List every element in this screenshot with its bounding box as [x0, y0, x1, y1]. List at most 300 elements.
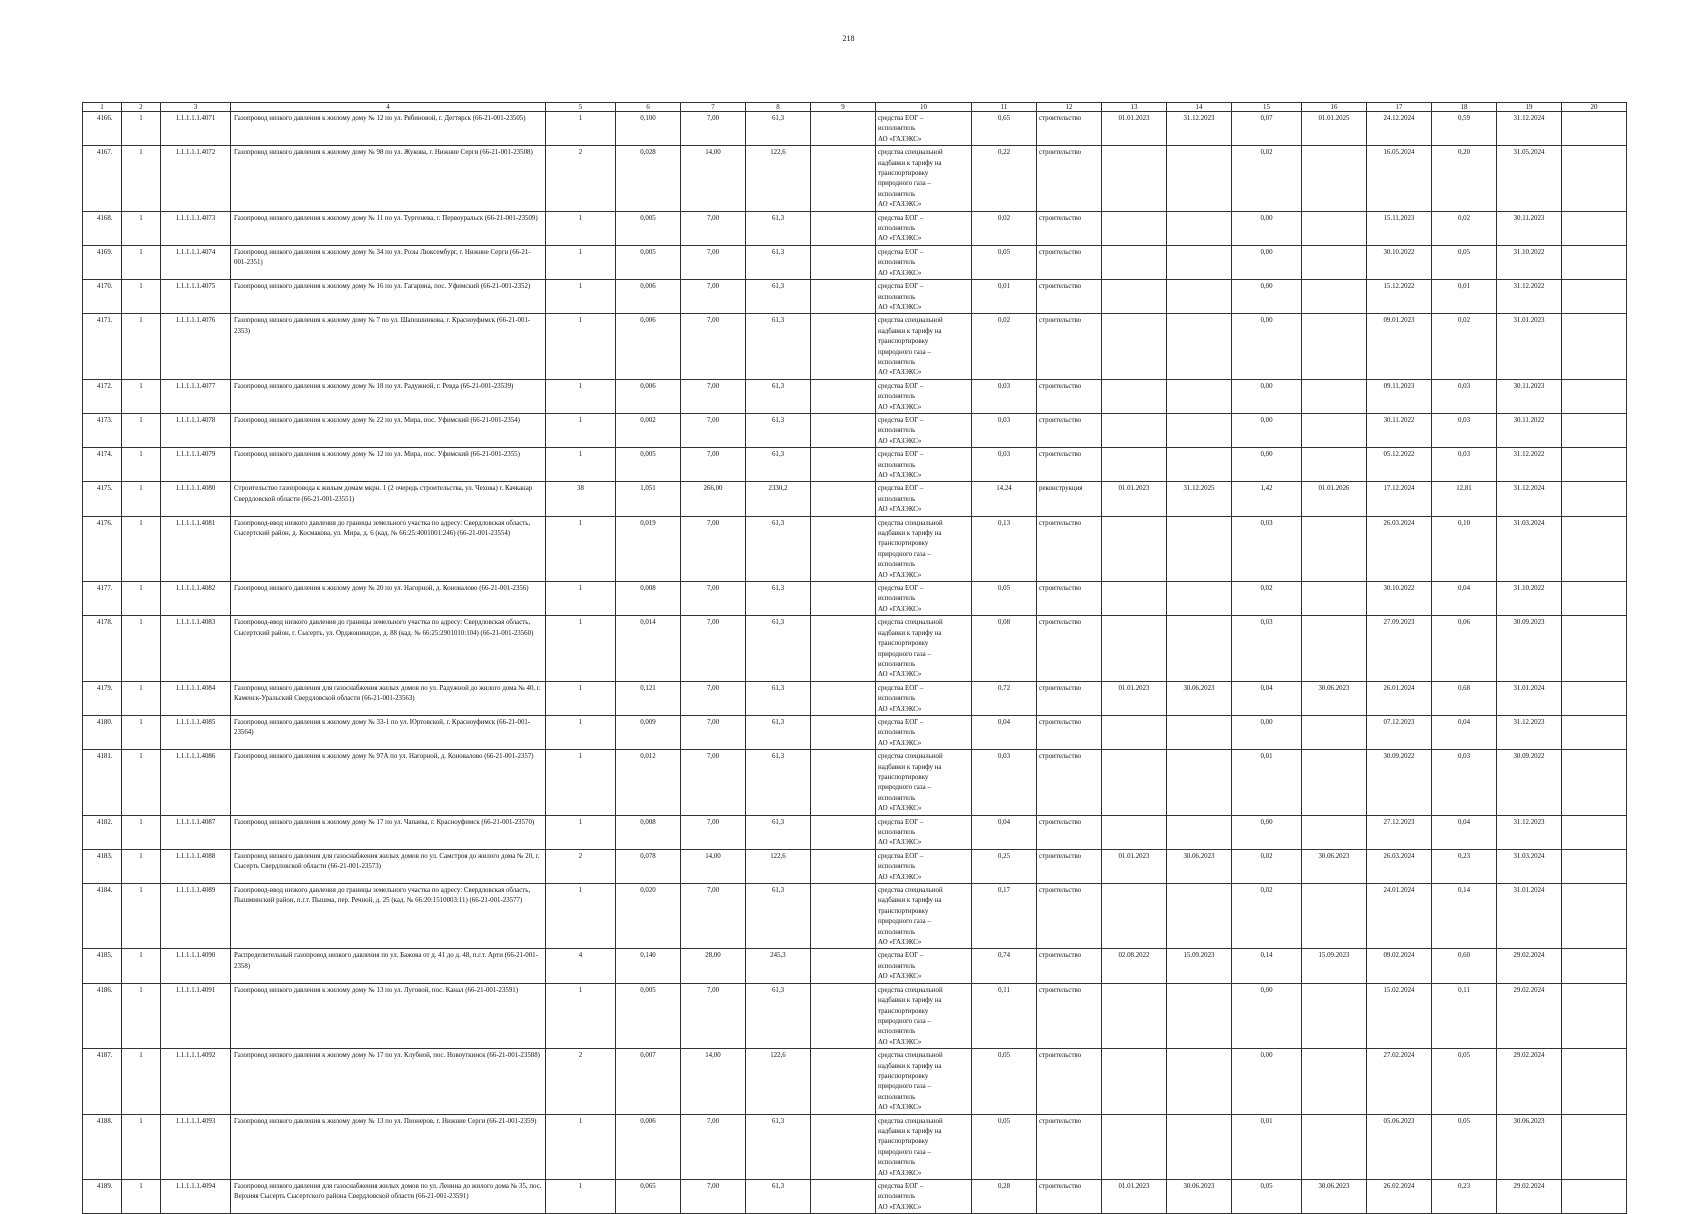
- cell-col-4: Газопровод низкого давления к жилому дому № 13 по ул. Пионеров, г. Нижние Серги (66-21-001-2359): [231, 1114, 546, 1179]
- cell-col-4: Газопровод-ввод низкого давления до границы земельного участка по адресу: Свердловская область, Пышминский район, п.г.т. Пышма, пер. Речной, д. 25 (кад. № 66:20:1510003:11) (66-21-001-23577): [231, 884, 546, 949]
- cell-col-1: 4171.: [83, 314, 122, 379]
- cell-col-20: [1562, 1114, 1627, 1179]
- cell-col-5: 1: [546, 379, 616, 413]
- cell-col-13: [1102, 516, 1167, 581]
- cell-col-3: 1.1.1.1.1.4077: [161, 379, 231, 413]
- cell-col-8: 61,3: [746, 245, 811, 279]
- cell-col-15: 0,03: [1232, 616, 1302, 681]
- cell-col-19: 31.03.2024: [1497, 849, 1562, 883]
- cell-col-16: [1302, 280, 1367, 314]
- cell-col-7: 7,00: [681, 448, 746, 482]
- cell-col-15: 0,04: [1232, 681, 1302, 715]
- cell-col-15: 0,00: [1232, 314, 1302, 379]
- cell-col-18: 0,23: [1432, 1180, 1497, 1214]
- table-row: [83, 413, 1627, 447]
- cell-col-6: 0,007: [616, 1049, 681, 1114]
- cell-col-13: 01.01.2023: [1102, 112, 1167, 146]
- cell-col-12: строительство: [1037, 280, 1102, 314]
- cell-col-2: 1: [122, 1180, 161, 1214]
- cell-col-11: 0,13: [972, 516, 1037, 581]
- cell-col-13: 01.01.2023: [1102, 482, 1167, 516]
- cell-col-10: средства специальной надбавки к тарифу на транспортировку природного газа – исполнитель АО «ГАЗЭКС»: [876, 1114, 972, 1179]
- cell-col-19: 31.12.2023: [1497, 815, 1562, 849]
- cell-col-4: Распределительный газопровод низкого давления по ул. Бажова от д. 41 до д. 48, п.г.т. Арти (66-21-001-2358): [231, 949, 546, 983]
- cell-col-17: 27.12.2023: [1367, 815, 1432, 849]
- cell-col-15: 0,00: [1232, 815, 1302, 849]
- cell-col-20: [1562, 112, 1627, 146]
- cell-col-12: строительство: [1037, 245, 1102, 279]
- cell-col-14: [1167, 314, 1232, 379]
- cell-col-5: 1: [546, 413, 616, 447]
- column-header-20: 20: [1562, 103, 1627, 112]
- cell-col-14: 30.06.2023: [1167, 1180, 1232, 1214]
- cell-col-17: 15.12.2022: [1367, 280, 1432, 314]
- cell-col-14: [1167, 715, 1232, 749]
- cell-col-2: 1: [122, 211, 161, 245]
- cell-col-4: Газопровод низкого давления к жилому дому № 20 по ул. Нагорной, д. Коновалово (66-21-001-2356): [231, 582, 546, 616]
- cell-col-20: [1562, 314, 1627, 379]
- cell-col-9: [811, 448, 876, 482]
- cell-col-13: 01.01.2023: [1102, 681, 1167, 715]
- cell-col-10: средства специальной надбавки к тарифу на транспортировку природного газа – исполнитель АО «ГАЗЭКС»: [876, 750, 972, 815]
- column-header-13: 13: [1102, 103, 1167, 112]
- cell-col-19: 31.12.2023: [1497, 715, 1562, 749]
- cell-col-13: 01.01.2023: [1102, 1180, 1167, 1214]
- cell-col-19: 31.10.2022: [1497, 582, 1562, 616]
- cell-col-8: 61,3: [746, 516, 811, 581]
- cell-col-8: 61,3: [746, 280, 811, 314]
- cell-col-15: 0,14: [1232, 949, 1302, 983]
- cell-col-18: 0,05: [1432, 245, 1497, 279]
- cell-col-19: 29.02.2024: [1497, 1180, 1562, 1214]
- cell-col-15: 0,00: [1232, 1049, 1302, 1114]
- cell-col-11: 0,04: [972, 715, 1037, 749]
- cell-col-4: Газопровод низкого давления к жилому дому № 12 по ул. Мира, пос. Уфимский (66-21-001-2355): [231, 448, 546, 482]
- cell-col-17: 15.11.2023: [1367, 211, 1432, 245]
- cell-col-13: [1102, 750, 1167, 815]
- cell-col-19: 30.11.2023: [1497, 379, 1562, 413]
- cell-col-5: 1: [546, 582, 616, 616]
- cell-col-13: [1102, 582, 1167, 616]
- cell-col-11: 0,03: [972, 750, 1037, 815]
- cell-col-3: 1.1.1.1.1.4089: [161, 884, 231, 949]
- column-header-7: 7: [681, 103, 746, 112]
- cell-col-2: 1: [122, 245, 161, 279]
- cell-col-20: [1562, 1180, 1627, 1214]
- table-row: [83, 379, 1627, 413]
- cell-col-2: 1: [122, 146, 161, 211]
- cell-col-10: средства специальной надбавки к тарифу на транспортировку природного газа – исполнитель АО «ГАЗЭКС»: [876, 616, 972, 681]
- cell-col-17: 26.02.2024: [1367, 1180, 1432, 1214]
- cell-col-20: [1562, 482, 1627, 516]
- cell-col-8: 245,3: [746, 949, 811, 983]
- column-header-14: 14: [1167, 103, 1232, 112]
- cell-col-17: 30.10.2022: [1367, 582, 1432, 616]
- cell-col-9: [811, 245, 876, 279]
- cell-col-2: 1: [122, 516, 161, 581]
- cell-col-12: строительство: [1037, 849, 1102, 883]
- cell-col-5: 1: [546, 616, 616, 681]
- cell-col-9: [811, 211, 876, 245]
- cell-col-4: Газопровод низкого давления к жилому дому № 98 по ул. Жукова, г. Нижние Серги (66-21-001-23508): [231, 146, 546, 211]
- cell-col-5: 1: [546, 1114, 616, 1179]
- cell-col-11: 0,05: [972, 1114, 1037, 1179]
- cell-col-11: 0,65: [972, 112, 1037, 146]
- cell-col-18: 0,10: [1432, 516, 1497, 581]
- cell-col-1: 4179.: [83, 681, 122, 715]
- cell-col-3: 1.1.1.1.1.4084: [161, 681, 231, 715]
- cell-col-15: 0,02: [1232, 146, 1302, 211]
- table-row: [83, 146, 1627, 211]
- cell-col-13: [1102, 379, 1167, 413]
- cell-col-12: строительство: [1037, 211, 1102, 245]
- cell-col-17: 05.06.2023: [1367, 1114, 1432, 1179]
- cell-col-9: [811, 582, 876, 616]
- cell-col-17: 24.12.2024: [1367, 112, 1432, 146]
- cell-col-5: 38: [546, 482, 616, 516]
- column-header-6: 6: [616, 103, 681, 112]
- cell-col-17: 09.11.2023: [1367, 379, 1432, 413]
- cell-col-19: 29.02.2024: [1497, 983, 1562, 1048]
- cell-col-11: 0,03: [972, 448, 1037, 482]
- table-row: [83, 681, 1627, 715]
- cell-col-13: [1102, 1049, 1167, 1114]
- cell-col-16: [1302, 379, 1367, 413]
- cell-col-6: 0,121: [616, 681, 681, 715]
- cell-col-17: 05.12.2022: [1367, 448, 1432, 482]
- cell-col-5: 1: [546, 1180, 616, 1214]
- cell-col-9: [811, 413, 876, 447]
- cell-col-6: 0,065: [616, 1180, 681, 1214]
- cell-col-11: 0,04: [972, 815, 1037, 849]
- cell-col-9: [811, 681, 876, 715]
- cell-col-7: 7,00: [681, 815, 746, 849]
- cell-col-3: 1.1.1.1.1.4074: [161, 245, 231, 279]
- column-header-3: 3: [161, 103, 231, 112]
- cell-col-18: 0,14: [1432, 884, 1497, 949]
- cell-col-7: 7,00: [681, 750, 746, 815]
- cell-col-9: [811, 1180, 876, 1214]
- cell-col-12: строительство: [1037, 314, 1102, 379]
- cell-col-11: 0,11: [972, 983, 1037, 1048]
- cell-col-10: средства ЕОГ – исполнитель АО «ГАЗЭКС»: [876, 815, 972, 849]
- cell-col-6: 0,008: [616, 815, 681, 849]
- cell-col-11: 0,05: [972, 1049, 1037, 1114]
- cell-col-1: 4166.: [83, 112, 122, 146]
- cell-col-14: [1167, 1114, 1232, 1179]
- cell-col-19: 30.09.2023: [1497, 616, 1562, 681]
- cell-col-13: [1102, 983, 1167, 1048]
- cell-col-8: 61,3: [746, 314, 811, 379]
- column-number-header: [83, 103, 1627, 112]
- column-header-5: 5: [546, 103, 616, 112]
- cell-col-19: 31.12.2022: [1497, 280, 1562, 314]
- cell-col-8: 61,3: [746, 112, 811, 146]
- cell-col-20: [1562, 715, 1627, 749]
- table-row: [83, 815, 1627, 849]
- table-row: [83, 750, 1627, 815]
- cell-col-11: 0,72: [972, 681, 1037, 715]
- cell-col-4: Газопровод низкого давления к жилому дому № 34 по ул. Розы Люксембург, г. Нижние Серги (66-21-001-2351): [231, 245, 546, 279]
- cell-col-11: 0,17: [972, 884, 1037, 949]
- cell-col-9: [811, 849, 876, 883]
- cell-col-3: 1.1.1.1.1.4078: [161, 413, 231, 447]
- cell-col-10: средства специальной надбавки к тарифу на транспортировку природного газа – исполнитель АО «ГАЗЭКС»: [876, 314, 972, 379]
- cell-col-6: 0,019: [616, 516, 681, 581]
- cell-col-7: 7,00: [681, 582, 746, 616]
- cell-col-12: строительство: [1037, 949, 1102, 983]
- table-row: [83, 1180, 1627, 1214]
- cell-col-12: строительство: [1037, 516, 1102, 581]
- column-header-18: 18: [1432, 103, 1497, 112]
- cell-col-8: 61,3: [746, 815, 811, 849]
- cell-col-4: Газопровод низкого давления к жилому дому № 11 по ул. Тургенева, г. Первоуральск (66-21-001-23509): [231, 211, 546, 245]
- cell-col-15: 0,00: [1232, 211, 1302, 245]
- cell-col-7: 7,00: [681, 516, 746, 581]
- cell-col-7: 7,00: [681, 280, 746, 314]
- cell-col-9: [811, 715, 876, 749]
- cell-col-12: строительство: [1037, 1180, 1102, 1214]
- cell-col-20: [1562, 849, 1627, 883]
- cell-col-3: 1.1.1.1.1.4071: [161, 112, 231, 146]
- cell-col-20: [1562, 884, 1627, 949]
- cell-col-9: [811, 314, 876, 379]
- cell-col-7: 7,00: [681, 884, 746, 949]
- cell-col-5: 1: [546, 983, 616, 1048]
- cell-col-14: 31.12.2023: [1167, 112, 1232, 146]
- cell-col-7: 14,00: [681, 1049, 746, 1114]
- cell-col-15: 0,00: [1232, 280, 1302, 314]
- cell-col-9: [811, 1114, 876, 1179]
- cell-col-10: средства ЕОГ – исполнитель АО «ГАЗЭКС»: [876, 413, 972, 447]
- table-row: [83, 1114, 1627, 1179]
- cell-col-18: 0,04: [1432, 582, 1497, 616]
- cell-col-3: 1.1.1.1.1.4083: [161, 616, 231, 681]
- cell-col-14: [1167, 983, 1232, 1048]
- cell-col-12: строительство: [1037, 112, 1102, 146]
- cell-col-13: [1102, 413, 1167, 447]
- table-row: [83, 715, 1627, 749]
- cell-col-15: 0,00: [1232, 715, 1302, 749]
- cell-col-20: [1562, 750, 1627, 815]
- cell-col-2: 1: [122, 849, 161, 883]
- cell-col-15: 0,07: [1232, 112, 1302, 146]
- cell-col-14: [1167, 582, 1232, 616]
- column-header-11: 11: [972, 103, 1037, 112]
- cell-col-15: 0,00: [1232, 379, 1302, 413]
- cell-col-14: [1167, 413, 1232, 447]
- cell-col-16: [1302, 314, 1367, 379]
- table-row: [83, 884, 1627, 949]
- cell-col-6: 0,140: [616, 949, 681, 983]
- cell-col-15: 0,01: [1232, 1114, 1302, 1179]
- column-header-10: 10: [876, 103, 972, 112]
- cell-col-17: 15.02.2024: [1367, 983, 1432, 1048]
- cell-col-17: 09.01.2023: [1367, 314, 1432, 379]
- cell-col-16: 01.01.2025: [1302, 112, 1367, 146]
- cell-col-12: строительство: [1037, 413, 1102, 447]
- cell-col-11: 0,02: [972, 314, 1037, 379]
- table-row: [83, 849, 1627, 883]
- cell-col-7: 7,00: [681, 211, 746, 245]
- cell-col-9: [811, 1049, 876, 1114]
- cell-col-5: 1: [546, 681, 616, 715]
- cell-col-4: Газопровод низкого давления к жилому дому № 18 по ул. Радужной, г. Ревда (66-21-001-23539): [231, 379, 546, 413]
- cell-col-2: 1: [122, 314, 161, 379]
- cell-col-12: строительство: [1037, 1049, 1102, 1114]
- cell-col-12: строительство: [1037, 815, 1102, 849]
- cell-col-3: 1.1.1.1.1.4085: [161, 715, 231, 749]
- cell-col-16: [1302, 815, 1367, 849]
- cell-col-4: Газопровод низкого давления к жилому дому № 33-1 по ул. Юртовской, г. Красноуфимск (66-21-001-23564): [231, 715, 546, 749]
- cell-col-3: 1.1.1.1.1.4081: [161, 516, 231, 581]
- cell-col-6: 0,012: [616, 750, 681, 815]
- cell-col-14: 31.12.2025: [1167, 482, 1232, 516]
- column-header-16: 16: [1302, 103, 1367, 112]
- cell-col-10: средства ЕОГ – исполнитель АО «ГАЗЭКС»: [876, 949, 972, 983]
- cell-col-6: 0,006: [616, 379, 681, 413]
- cell-col-10: средства ЕОГ – исполнитель АО «ГАЗЭКС»: [876, 112, 972, 146]
- cell-col-10: средства ЕОГ – исполнитель АО «ГАЗЭКС»: [876, 715, 972, 749]
- table-row: [83, 582, 1627, 616]
- cell-col-11: 0,02: [972, 211, 1037, 245]
- cell-col-2: 1: [122, 884, 161, 949]
- cell-col-8: 122,6: [746, 146, 811, 211]
- cell-col-11: 0,05: [972, 582, 1037, 616]
- cell-col-17: 07.12.2023: [1367, 715, 1432, 749]
- cell-col-12: реконструкция: [1037, 482, 1102, 516]
- cell-col-7: 266,00: [681, 482, 746, 516]
- cell-col-8: 61,3: [746, 582, 811, 616]
- cell-col-15: 0,00: [1232, 983, 1302, 1048]
- cell-col-18: 0,23: [1432, 849, 1497, 883]
- cell-col-4: Газопровод низкого давления для газоснабжения жилых домов по ул. Ленина до жилого дома № 35, пос. Верхняя Сысерть Сысертского района Свердловской области (66-21-001-23591): [231, 1180, 546, 1214]
- cell-col-3: 1.1.1.1.1.4086: [161, 750, 231, 815]
- cell-col-12: строительство: [1037, 379, 1102, 413]
- cell-col-4: Газопровод-ввод низкого давления до границы земельного участка по адресу: Свердловская область, Сысертский район, д. Космакова, ул. Мира, д. 6 (кад. № 66:25:4001001:246) (66-21-001-23554): [231, 516, 546, 581]
- table-row: [83, 1049, 1627, 1114]
- cell-col-2: 1: [122, 949, 161, 983]
- cell-col-3: 1.1.1.1.1.4082: [161, 582, 231, 616]
- cell-col-14: 30.06.2023: [1167, 849, 1232, 883]
- cell-col-14: 30.06.2023: [1167, 681, 1232, 715]
- cell-col-2: 1: [122, 715, 161, 749]
- cell-col-12: строительство: [1037, 884, 1102, 949]
- cell-col-19: 31.10.2022: [1497, 245, 1562, 279]
- cell-col-3: 1.1.1.1.1.4094: [161, 1180, 231, 1214]
- cell-col-5: 1: [546, 112, 616, 146]
- cell-col-7: 7,00: [681, 413, 746, 447]
- table-row: [83, 949, 1627, 983]
- cell-col-2: 1: [122, 1049, 161, 1114]
- cell-col-13: [1102, 314, 1167, 379]
- cell-col-6: 0,006: [616, 1114, 681, 1179]
- cell-col-3: 1.1.1.1.1.4073: [161, 211, 231, 245]
- cell-col-8: 61,3: [746, 413, 811, 447]
- cell-col-9: [811, 280, 876, 314]
- cell-col-2: 1: [122, 1114, 161, 1179]
- column-header-15: 15: [1232, 103, 1302, 112]
- cell-col-16: [1302, 211, 1367, 245]
- cell-col-13: [1102, 884, 1167, 949]
- cell-col-5: 1: [546, 516, 616, 581]
- cell-col-10: средства специальной надбавки к тарифу на транспортировку природного газа – исполнитель АО «ГАЗЭКС»: [876, 1049, 972, 1114]
- cell-col-16: 01.01.2026: [1302, 482, 1367, 516]
- cell-col-16: 30.06.2023: [1302, 681, 1367, 715]
- column-header-8: 8: [746, 103, 811, 112]
- cell-col-11: 0,22: [972, 146, 1037, 211]
- cell-col-1: 4177.: [83, 582, 122, 616]
- column-header-1: 1: [83, 103, 122, 112]
- cell-col-19: 31.01.2024: [1497, 681, 1562, 715]
- cell-col-20: [1562, 582, 1627, 616]
- cell-col-2: 1: [122, 413, 161, 447]
- cell-col-16: [1302, 884, 1367, 949]
- cell-col-3: 1.1.1.1.1.4087: [161, 815, 231, 849]
- cell-col-6: 0,006: [616, 280, 681, 314]
- cell-col-20: [1562, 280, 1627, 314]
- cell-col-7: 7,00: [681, 379, 746, 413]
- cell-col-14: [1167, 379, 1232, 413]
- cell-col-4: Газопровод низкого давления к жилому дому № 17 по ул. Клубной, пос. Новоуткинск (66-21-001-23588): [231, 1049, 546, 1114]
- cell-col-9: [811, 983, 876, 1048]
- cell-col-6: 1,051: [616, 482, 681, 516]
- page-number: 218: [842, 34, 855, 43]
- cell-col-13: 02.08.2022: [1102, 949, 1167, 983]
- table-row: [83, 516, 1627, 581]
- cell-col-16: 30.06.2023: [1302, 849, 1367, 883]
- cell-col-1: 4175.: [83, 482, 122, 516]
- cell-col-17: 09.02.2024: [1367, 949, 1432, 983]
- cell-col-15: 0,02: [1232, 849, 1302, 883]
- cell-col-18: 0,01: [1432, 280, 1497, 314]
- cell-col-17: 30.11.2022: [1367, 413, 1432, 447]
- cell-col-18: 0,11: [1432, 983, 1497, 1048]
- cell-col-6: 0,005: [616, 448, 681, 482]
- cell-col-5: 1: [546, 245, 616, 279]
- cell-col-1: 4187.: [83, 1049, 122, 1114]
- cell-col-1: 4182.: [83, 815, 122, 849]
- cell-col-2: 1: [122, 815, 161, 849]
- cell-col-9: [811, 516, 876, 581]
- cell-col-8: 61,3: [746, 884, 811, 949]
- cell-col-18: 0,06: [1432, 616, 1497, 681]
- cell-col-5: 1: [546, 211, 616, 245]
- cell-col-15: 0,02: [1232, 884, 1302, 949]
- cell-col-13: [1102, 146, 1167, 211]
- cell-col-11: 0,25: [972, 849, 1037, 883]
- cell-col-6: 0,005: [616, 211, 681, 245]
- cell-col-4: Газопровод низкого давления к жилому дому № 22 по ул. Мира, пос. Уфимский (66-21-001-2354): [231, 413, 546, 447]
- cell-col-4: Газопровод низкого давления к жилому дому № 16 по ул. Гагарина, пос. Уфимский (66-21-001-2352): [231, 280, 546, 314]
- cell-col-19: 30.09.2022: [1497, 750, 1562, 815]
- cell-col-12: строительство: [1037, 448, 1102, 482]
- cell-col-19: 31.01.2023: [1497, 314, 1562, 379]
- column-header-2: 2: [122, 103, 161, 112]
- cell-col-13: [1102, 211, 1167, 245]
- cell-col-19: 30.11.2022: [1497, 413, 1562, 447]
- cell-col-2: 1: [122, 681, 161, 715]
- cell-col-7: 7,00: [681, 112, 746, 146]
- cell-col-1: 4185.: [83, 949, 122, 983]
- cell-col-10: средства ЕОГ – исполнитель АО «ГАЗЭКС»: [876, 582, 972, 616]
- cell-col-3: 1.1.1.1.1.4080: [161, 482, 231, 516]
- cell-col-4: Газопровод низкого давления к жилому дому № 13 по ул. Луговой, пос. Канал (66-21-001-23591): [231, 983, 546, 1048]
- cell-col-1: 4180.: [83, 715, 122, 749]
- cell-col-20: [1562, 245, 1627, 279]
- table-body: [83, 112, 1627, 1214]
- cell-col-14: [1167, 1049, 1232, 1114]
